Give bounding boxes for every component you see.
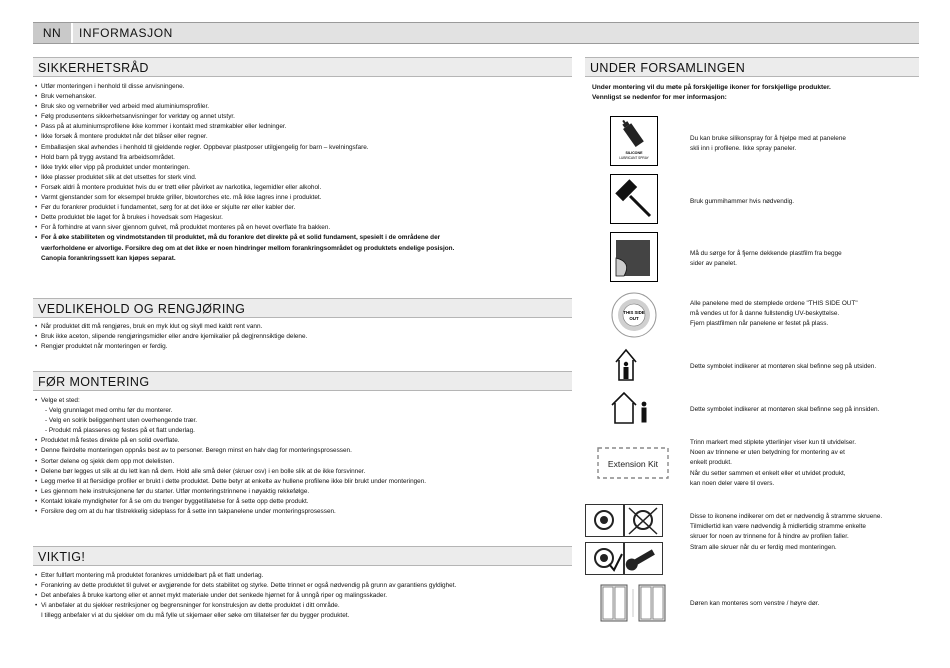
list-item: • Når produktet ditt må rengjøres, bruk en myk klut og skyll med kaldt rent vann. bbox=[35, 322, 307, 332]
list-item: • Bruk ikke aceton, slipende rengjøringsmidler eller andre kjemikalier på deg|rennsiktige delene. bbox=[35, 332, 307, 342]
list-item: • Pass på at aluminiumsprofilene ikke kommer i kontakt med strømkabler eller ledninger. bbox=[35, 122, 454, 132]
list-item: • Denne fleirdelte monteringen oppnås best av to personer. Beregn minst en halv dag for monteringsprosessen. bbox=[35, 446, 426, 456]
list-item: • Bruk vernehansker. bbox=[35, 92, 454, 102]
list-item: • For å øke stabiliteten og vindmotstanden til produktet, må du forankre det direkte på et solid fundament, spesielt i de områdene der bbox=[35, 233, 454, 243]
list-item: I tillegg anbefaler vi at du sjekker om du må fylle ut skjemaer eller søke om tillatelser før du bygger produktet. bbox=[41, 612, 350, 620]
list-item: - Velg en solrik beliggenhent uten overhengende trær. bbox=[45, 417, 198, 425]
person-inside-icon bbox=[610, 389, 658, 430]
list-item: - Produkt må plasseres og festes på et flatt underlag. bbox=[45, 427, 195, 435]
desc-line: Fjern plastfilmen når panelene er festet på plass. bbox=[690, 320, 829, 328]
desc-line: skli inn i profilene. Ikke spray paneler. bbox=[690, 145, 797, 153]
desc-line: Alle panelene med de stemplede ordene "THIS SIDE OUT" bbox=[690, 300, 858, 307]
section-heading-vedlikehold: VEDLIKEHOLD OG RENGJØRING bbox=[33, 298, 572, 318]
desc-line: enkelt produkt. bbox=[690, 459, 732, 467]
list-item: • Ikke trykk eller vipp på produktet under monteringen. bbox=[35, 163, 454, 173]
list-item: • Bruk sko og vernebriller ved arbeid med aluminiumsprofiler. bbox=[35, 102, 454, 112]
list-item: • Ikke forsøk å montere produktet når det blåser eller regner. bbox=[35, 132, 454, 142]
list-item: • Rengjør produktet når monteringen er ferdig. bbox=[35, 342, 307, 352]
desc-line: Stram alle skruer når du er ferdig med monteringen. bbox=[690, 543, 837, 551]
list-item: • Velge et sted: bbox=[35, 396, 426, 406]
door-orientation-icon bbox=[597, 581, 669, 630]
section-heading-viktig: VIKTIG! bbox=[33, 546, 572, 566]
list-item: • Etter fullført montering må produktet forankres umiddelbart på et flatt underlag. bbox=[35, 571, 456, 581]
under-intro-line: Vennligst se nedenfor for mer informasjon: bbox=[592, 94, 727, 101]
important-list bbox=[35, 571, 456, 621]
icon-desc-film bbox=[690, 249, 915, 269]
icon-desc-door bbox=[690, 599, 915, 609]
list-item: værforholdene er alvorlige. Forsikre deg om at det ikke er noen hindringer mellom forankringsområdet og produktets endelige posisjon. bbox=[41, 244, 455, 252]
section-heading-sikkerhet: SIKKERHETSRÅD bbox=[33, 57, 572, 77]
desc-line: kan noen deler være til overs. bbox=[690, 479, 775, 487]
list-item: • Vi anbefaler at du sjekker restriksjoner og begrensninger for konstruksjon av dette produktet i ditt område. bbox=[35, 601, 456, 611]
desc-line: Trinn markert med stiplete ytterlinjer viser kun til utvidelser. bbox=[690, 439, 856, 446]
screw-tightening-icon bbox=[585, 504, 663, 581]
icon-desc-screws bbox=[690, 512, 915, 553]
svg-text:Extension Kit: Extension Kit bbox=[607, 459, 659, 469]
svg-text:LUBRICANT SPRAY: LUBRICANT SPRAY bbox=[619, 156, 649, 160]
list-item: • Varmt gjenstander som for eksempel brukte griller, blowtorches etc. må ikke lagres inne i produktet. bbox=[35, 193, 454, 203]
icon-desc-spray bbox=[690, 134, 915, 154]
list-item: • Forankring av dette produktet til gulvet er avgjørende for dets stabilitet og styrke. Dette trinnet er også nødvendig på grunn av garantiens gyldighet. bbox=[35, 581, 456, 591]
list-item: • Forsikre deg om at du har tilstrekkelig sideplass for å sette inn takpanelene under monteringsprosessen. bbox=[35, 507, 426, 517]
list-item: • Sorter delene og sjekk dem opp mot delelisten. bbox=[35, 457, 426, 467]
icon-desc-outside bbox=[690, 362, 915, 372]
icon-desc-hammer bbox=[690, 197, 915, 207]
person-outside-icon bbox=[612, 346, 656, 387]
desc-line: Bruk gummihammer hvis nødvendig. bbox=[690, 198, 795, 205]
list-item: • Delene bør legges ut slik at du lett kan nå dem. Hold alle små deler (skruer osv) i en bolle slik at de ikke forsvinner. bbox=[35, 467, 426, 477]
maintenance-list bbox=[35, 322, 307, 352]
desc-line: Må du sørge for å fjerne dekkende plastfilm fra begge bbox=[690, 250, 842, 257]
section-heading-under: UNDER FORSAMLINGEN bbox=[585, 57, 919, 77]
under-intro bbox=[592, 83, 912, 103]
desc-line: Døren kan monteres som venstre / høyre dør. bbox=[690, 600, 820, 607]
list-item: • Dette produktet ble laget for å brukes i hovedsak som Hageskur. bbox=[35, 213, 454, 223]
list-item: • Produktet må festes direkte på en solid overflate. bbox=[35, 436, 426, 446]
list-item: • Legg merke til at flersidige profiler er brukt i dette produktet. Dette betyr at enkelte av hullene profilene ikke blir brukt under monteringen. bbox=[35, 477, 426, 487]
list-item: • Hold barn på trygg avstand fra arbeidsområdet. bbox=[35, 153, 454, 163]
desc-line: Disse to ikonene indikerer om det er nødvendig å stramme skruene. bbox=[690, 513, 883, 520]
svg-text:THIS SIDE: THIS SIDE bbox=[623, 310, 645, 315]
this-side-out-icon bbox=[611, 292, 657, 343]
icon-desc-inside bbox=[690, 405, 915, 415]
header-divider bbox=[71, 23, 73, 43]
desc-line: Du kan bruke silikonspray for å hjelpe med at panelene bbox=[690, 135, 846, 142]
svg-text:OUT: OUT bbox=[629, 316, 639, 321]
list-item: • Emballasjen skal avhendes i henhold til gjeldende regler. Oppbevar plastposer utilgjengelig for barn – kvelningsfare. bbox=[35, 143, 454, 153]
under-intro-line: Under montering vil du møte på forskjellige ikoner for forskjellige produkter. bbox=[592, 84, 831, 91]
list-item: • Kontakt lokale myndigheter for å se om du trenger byggetillatelse for å sette opp dette produkt. bbox=[35, 497, 426, 507]
list-item: • Ikke plasser produktet slik at det utsettes for sterk vind. bbox=[35, 173, 454, 183]
page-title: INFORMASJON bbox=[79, 26, 173, 40]
before-assembly-list bbox=[35, 396, 426, 517]
rubber-hammer-icon bbox=[610, 174, 658, 229]
safety-list bbox=[35, 82, 454, 264]
list-item: • Følg produsentens sikkerhetsanvisninger for verktøy og annet utstyr. bbox=[35, 112, 454, 122]
svg-text:SILICONE: SILICONE bbox=[625, 151, 643, 155]
desc-line: sider av panelet. bbox=[690, 260, 737, 268]
desc-line: Dette symbolet indikerer at montøren skal befinne seg på innsiden. bbox=[690, 406, 880, 413]
language-code: NN bbox=[33, 23, 71, 43]
desc-line: Dette symbolet indikerer at montøren skal befinne seg på utsiden. bbox=[690, 363, 877, 370]
desc-line: Noen av trinnene er uten betydning for montering av et bbox=[690, 449, 845, 457]
list-item: • Utfør monteringen i henhold til disse anvisningene. bbox=[35, 82, 454, 92]
plastic-film-icon bbox=[610, 232, 658, 287]
top-header-bar bbox=[33, 22, 919, 44]
section-heading-for-montering: FØR MONTERING bbox=[33, 371, 572, 391]
list-item: • Forsøk aldri å montere produktet hvis du er trøtt eller påvirket av narkotika, legemidler eller alkohol. bbox=[35, 183, 454, 193]
list-item: • Det anbefales å bruke kartong eller et annet mykt materiale under det senkede hjørnet for å unngå riper og malingsskader. bbox=[35, 591, 456, 601]
list-item: - Velg grunnlaget med omhu før du monterer. bbox=[45, 407, 173, 415]
desc-line: skruer for noen av trinnene for å hindre av profilen faller. bbox=[690, 533, 849, 541]
silicone-spray-icon bbox=[610, 116, 658, 171]
list-item: • Les gjennom hele instruksjonene før du starter. Utfør monteringstrinnene i nøyaktig rekkefølge. bbox=[35, 487, 426, 497]
icon-desc-this-side-out bbox=[690, 299, 915, 330]
desc-line: Når du setter sammen et enkelt eller et utvidet produkt, bbox=[690, 469, 846, 477]
desc-line: må vendes ut for å danne fullstendig UV-beskyttelse. bbox=[690, 310, 840, 318]
desc-line: Tilmidlertid kan være nødvendig å midlertidig stramme enkelte bbox=[690, 523, 866, 531]
list-item: Canopia forankringssett kan kjøpes separat. bbox=[41, 254, 176, 262]
list-item: • Før du forankrer produktet i fundamentet, sørg for at det ikke er skjulte rør eller kabler der. bbox=[35, 203, 454, 213]
list-item: • For å forhindre at vann siver gjennom gulvet, må produktet monteres på en hevet overflate fra bakken. bbox=[35, 223, 454, 233]
extension-kit-icon bbox=[597, 447, 669, 484]
icon-desc-extension bbox=[690, 438, 915, 489]
